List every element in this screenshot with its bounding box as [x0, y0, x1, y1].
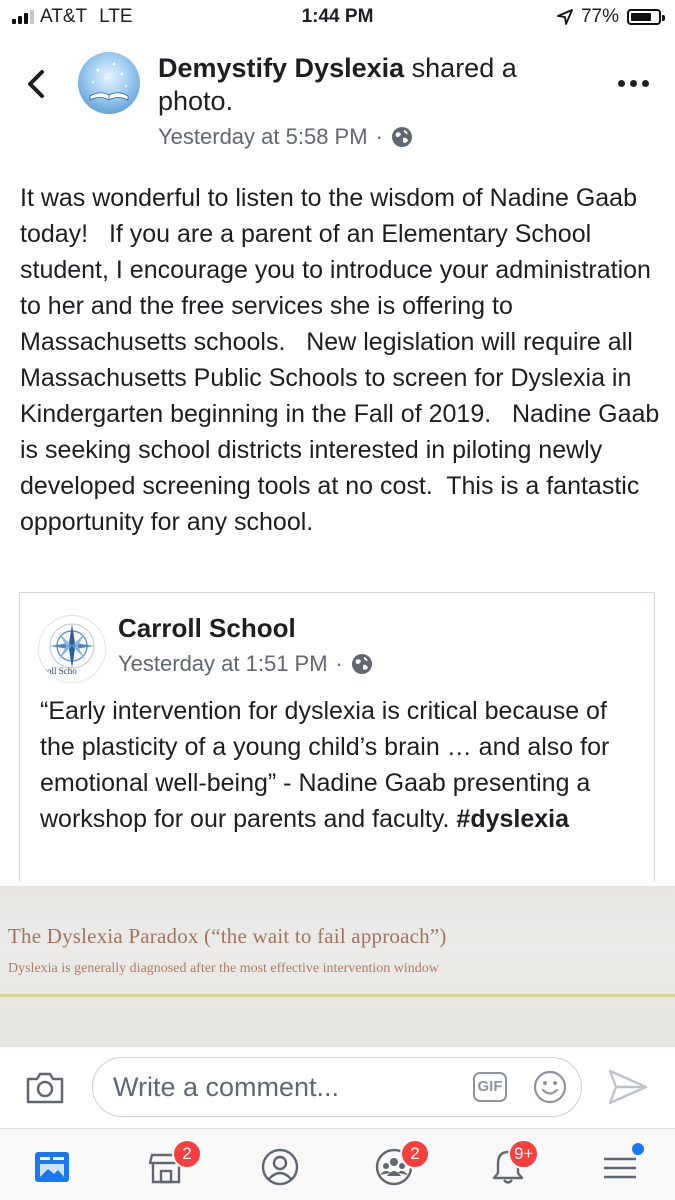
- tab-notifications[interactable]: [478, 1141, 538, 1197]
- post-action: shared a photo.: [158, 53, 517, 116]
- shared-timestamp[interactable]: Yesterday at 1:51 PM: [118, 651, 328, 676]
- menu-notification-dot: [632, 1143, 644, 1155]
- photo-slide-divider: [0, 994, 675, 997]
- emoji-icon[interactable]: [533, 1070, 567, 1104]
- hashtag-link[interactable]: #dyslexia: [456, 805, 570, 833]
- tab-groups[interactable]: [364, 1141, 424, 1197]
- back-chevron-icon[interactable]: [22, 62, 52, 106]
- location-arrow-icon: [557, 9, 573, 25]
- globe-icon: [391, 126, 413, 148]
- gif-icon[interactable]: GIF: [473, 1072, 507, 1102]
- shared-meta: [118, 651, 373, 677]
- post-meta: [158, 124, 413, 150]
- profile-icon: [260, 1147, 300, 1187]
- bottom-tab-bar: [0, 1128, 675, 1200]
- more-options-icon[interactable]: [618, 80, 649, 87]
- shared-post-card[interactable]: [19, 592, 655, 882]
- comment-bar: [0, 1046, 675, 1129]
- shared-author-name[interactable]: Carroll School: [118, 613, 296, 643]
- tab-news-feed[interactable]: [22, 1141, 82, 1197]
- shared-avatar-text: rroll Scho: [41, 666, 77, 676]
- shared-meta-separator: ·: [335, 651, 343, 676]
- news-feed-icon: [32, 1147, 72, 1187]
- camera-icon[interactable]: [24, 1069, 66, 1107]
- network-type: LTE: [99, 6, 133, 27]
- open-book-logo-icon: [78, 52, 140, 114]
- globe-icon: [351, 653, 373, 675]
- send-icon[interactable]: [606, 1067, 650, 1107]
- shared-photo[interactable]: [0, 886, 675, 1046]
- tab-marketplace[interactable]: [136, 1141, 196, 1197]
- comment-input[interactable]: [92, 1057, 582, 1117]
- groups-badge: 2: [400, 1139, 430, 1169]
- notifications-badge: 9+: [508, 1139, 539, 1169]
- status-time: 1:44 PM: [301, 6, 374, 27]
- battery-fill: [631, 13, 651, 21]
- battery-icon: [627, 9, 661, 25]
- post-author-name[interactable]: Demystify Dyslexia: [158, 53, 405, 83]
- post-timestamp[interactable]: Yesterday at 5:58 PM: [158, 124, 368, 149]
- tab-profile[interactable]: [250, 1141, 310, 1197]
- shared-quote: “Early intervention for dyslexia is critical because of the plasticity of a young child’s brain … and also for emotional well-being” - Nadine Gaab presenting a workshop for our parents and faculty.: [40, 697, 610, 833]
- marketplace-badge: 2: [172, 1139, 202, 1169]
- tab-menu[interactable]: [590, 1141, 650, 1197]
- status-right: [557, 6, 661, 28]
- shared-page-avatar[interactable]: [38, 615, 106, 683]
- photo-slide-subtitle: Dyslexia is generally diagnosed after the most effective intervention window: [8, 961, 439, 976]
- post-author-line: [158, 52, 578, 118]
- shared-post-text: [40, 693, 640, 837]
- carrier-name: AT&T: [40, 6, 88, 27]
- page-avatar[interactable]: [78, 52, 140, 114]
- meta-separator: ·: [375, 124, 383, 149]
- battery-percent: 77%: [580, 6, 619, 27]
- post-body-text: It was wonderful to listen to the wisdom of Nadine Gaab today! If you are a parent of an Elementary School student, I encourage you to introduce your administration to her and the free services she is offering to Massachusetts schools. New legislation will require all Massachusetts Public Schools to screen for Dyslexia in Kindergarten beginning in the Fall of 2019. Nadine Gaab is seeking school districts interested in piloting newly developed screening tools at no cost. This is a fantastic opportunity for any school.: [20, 184, 667, 536]
- comment-placeholder: Write a comment...: [113, 1072, 340, 1102]
- photo-slide-title: The Dyslexia Paradox (“the wait to fail approach”): [8, 924, 447, 948]
- status-bar: [0, 0, 675, 36]
